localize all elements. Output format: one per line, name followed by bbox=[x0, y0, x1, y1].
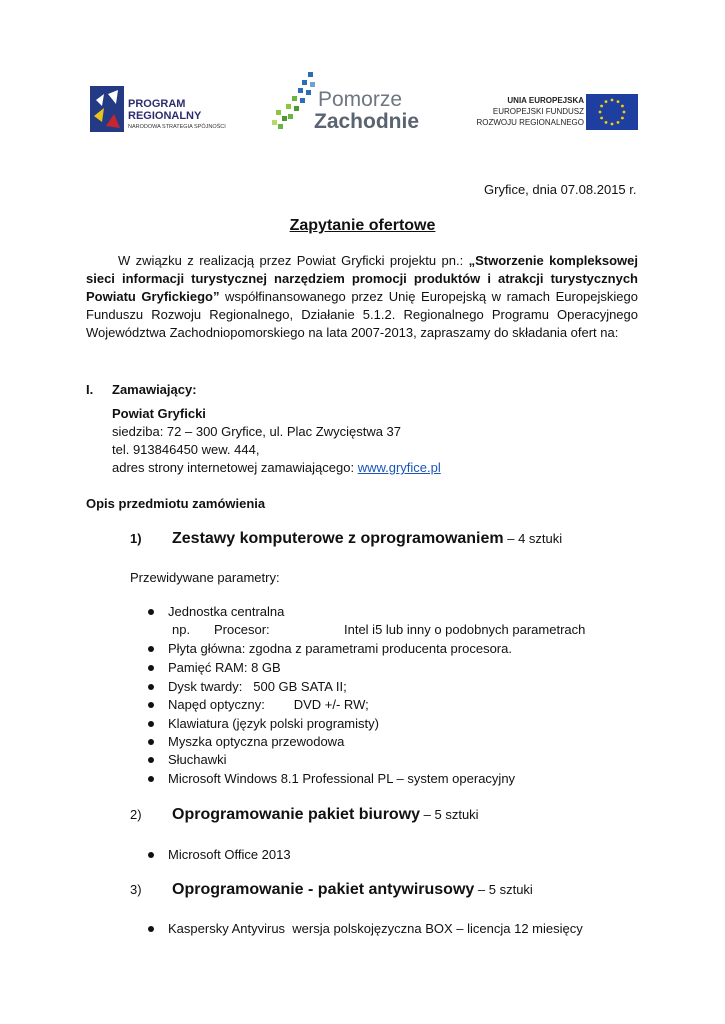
list-item: Kaspersky Antyvirus wersja polskojęzyczna BOX – licencja 12 miesięcy bbox=[148, 921, 583, 936]
item1-number: 1) bbox=[130, 531, 142, 546]
cpu-value: Intel i5 lub inny o podobnych parametrach bbox=[344, 622, 586, 637]
list-item: Microsoft Windows 8.1 Professional PL – system operacyjny bbox=[148, 771, 515, 786]
item2-heading bbox=[130, 806, 479, 824]
cpu-label: Procesor: bbox=[214, 622, 270, 637]
list-item: Klawiatura (język polski programisty) bbox=[148, 716, 379, 731]
item1-qty: – 4 sztuki bbox=[503, 531, 563, 546]
section1-label: Zamawiający: bbox=[112, 382, 197, 397]
website-link[interactable]: www.gryfice.pl bbox=[357, 460, 441, 475]
list-item: Płyta główna: zgodna z parametrami producenta procesora. bbox=[148, 641, 512, 656]
pomorze-zachodnie-logo bbox=[272, 70, 422, 134]
intro-project-name: „Stworzenie kompleksowej sieci informacji turystycznej narzędziem promocji produktów i atrakcji turystycznych Powiatu Gryfickiego” bbox=[86, 253, 639, 304]
program-line2: REGIONALNY bbox=[128, 110, 202, 122]
pomorze-emblem-icon bbox=[272, 70, 318, 132]
list-item: Pamięć RAM: 8 GB bbox=[148, 660, 281, 675]
program-line1: PROGRAM bbox=[128, 98, 186, 110]
list-item: Napęd optyczny: DVD +/- RW; bbox=[148, 697, 369, 712]
item2-qty: – 5 sztuki bbox=[420, 807, 479, 822]
item2-number: 2) bbox=[130, 807, 142, 822]
contractor-address: siedziba: 72 – 300 Gryfice, ul. Plac Zwycięstwa 37 bbox=[112, 424, 402, 439]
section1-number: I. bbox=[86, 382, 94, 397]
contractor-name: Powiat Gryficki bbox=[112, 406, 206, 421]
list-item: Dysk twardy: 500 GB SATA II; bbox=[148, 679, 347, 694]
item2-name: Oprogramowanie pakiet biurowy bbox=[172, 806, 421, 823]
item3-number: 3) bbox=[130, 882, 142, 897]
pomorze-line2: Zachodnie bbox=[314, 110, 420, 133]
program-line3: NARODOWA STRATEGIA SPÓJNOŚCI bbox=[128, 124, 226, 130]
eu-flag-icon bbox=[586, 94, 638, 130]
header-logos bbox=[0, 70, 725, 140]
eu-logo bbox=[460, 94, 638, 130]
order-description-heading: Opis przedmiotu zamówienia bbox=[86, 496, 266, 511]
website-prefix: adres strony internetowej zamawiającego: bbox=[112, 460, 358, 475]
item1-heading bbox=[130, 530, 562, 548]
eu-line1: UNIA EUROPEJSKA bbox=[507, 96, 584, 105]
program-regionalny-emblem-icon bbox=[90, 86, 124, 132]
item1-name: Zestawy komputerowe z oprogramowaniem bbox=[172, 530, 504, 547]
document-date: Gryfice, dnia 07.08.2015 r. bbox=[484, 182, 637, 197]
item3-heading bbox=[130, 881, 533, 899]
cpu-np: np. bbox=[172, 622, 191, 637]
list-item: Słuchawki bbox=[148, 752, 227, 767]
intro-paragraph bbox=[86, 252, 638, 342]
eu-line3: ROZWOJU REGIONALNEGO bbox=[476, 118, 584, 127]
program-regionalny-logo bbox=[90, 86, 240, 136]
list-item: Myszka optyczna przewodowa bbox=[148, 734, 344, 749]
document-title: Zapytanie ofertowe bbox=[289, 217, 436, 234]
item3-name: Oprogramowanie - pakiet antywirusowy bbox=[172, 881, 475, 898]
contractor-phone: tel. 913846450 wew. 444, bbox=[112, 442, 260, 457]
intro-part1: W związku z realizacją przez Powiat Gryficki projektu pn.: bbox=[118, 253, 469, 268]
intro-part2: współfinansowanego przez Unię Europejską w ramach Europejskiego Funduszu Rozwoju Regionalnego, Działanie 5.1.2. Regionalnego Programu Operacyjnego Województwa Zachodniopomorskiego na lata 2007-2013, zapraszamy do składania ofert na: bbox=[86, 289, 638, 340]
item3-qty: – 5 sztuki bbox=[474, 882, 533, 897]
contractor-website-line bbox=[112, 460, 441, 475]
item1-params-label: Przewidywane parametry: bbox=[130, 570, 280, 585]
list-item: Jednostka centralna bbox=[148, 604, 284, 619]
list-item: Microsoft Office 2013 bbox=[148, 847, 291, 862]
pomorze-line1: Pomorze bbox=[318, 88, 403, 111]
eu-line2: EUROPEJSKI FUNDUSZ bbox=[492, 107, 584, 116]
